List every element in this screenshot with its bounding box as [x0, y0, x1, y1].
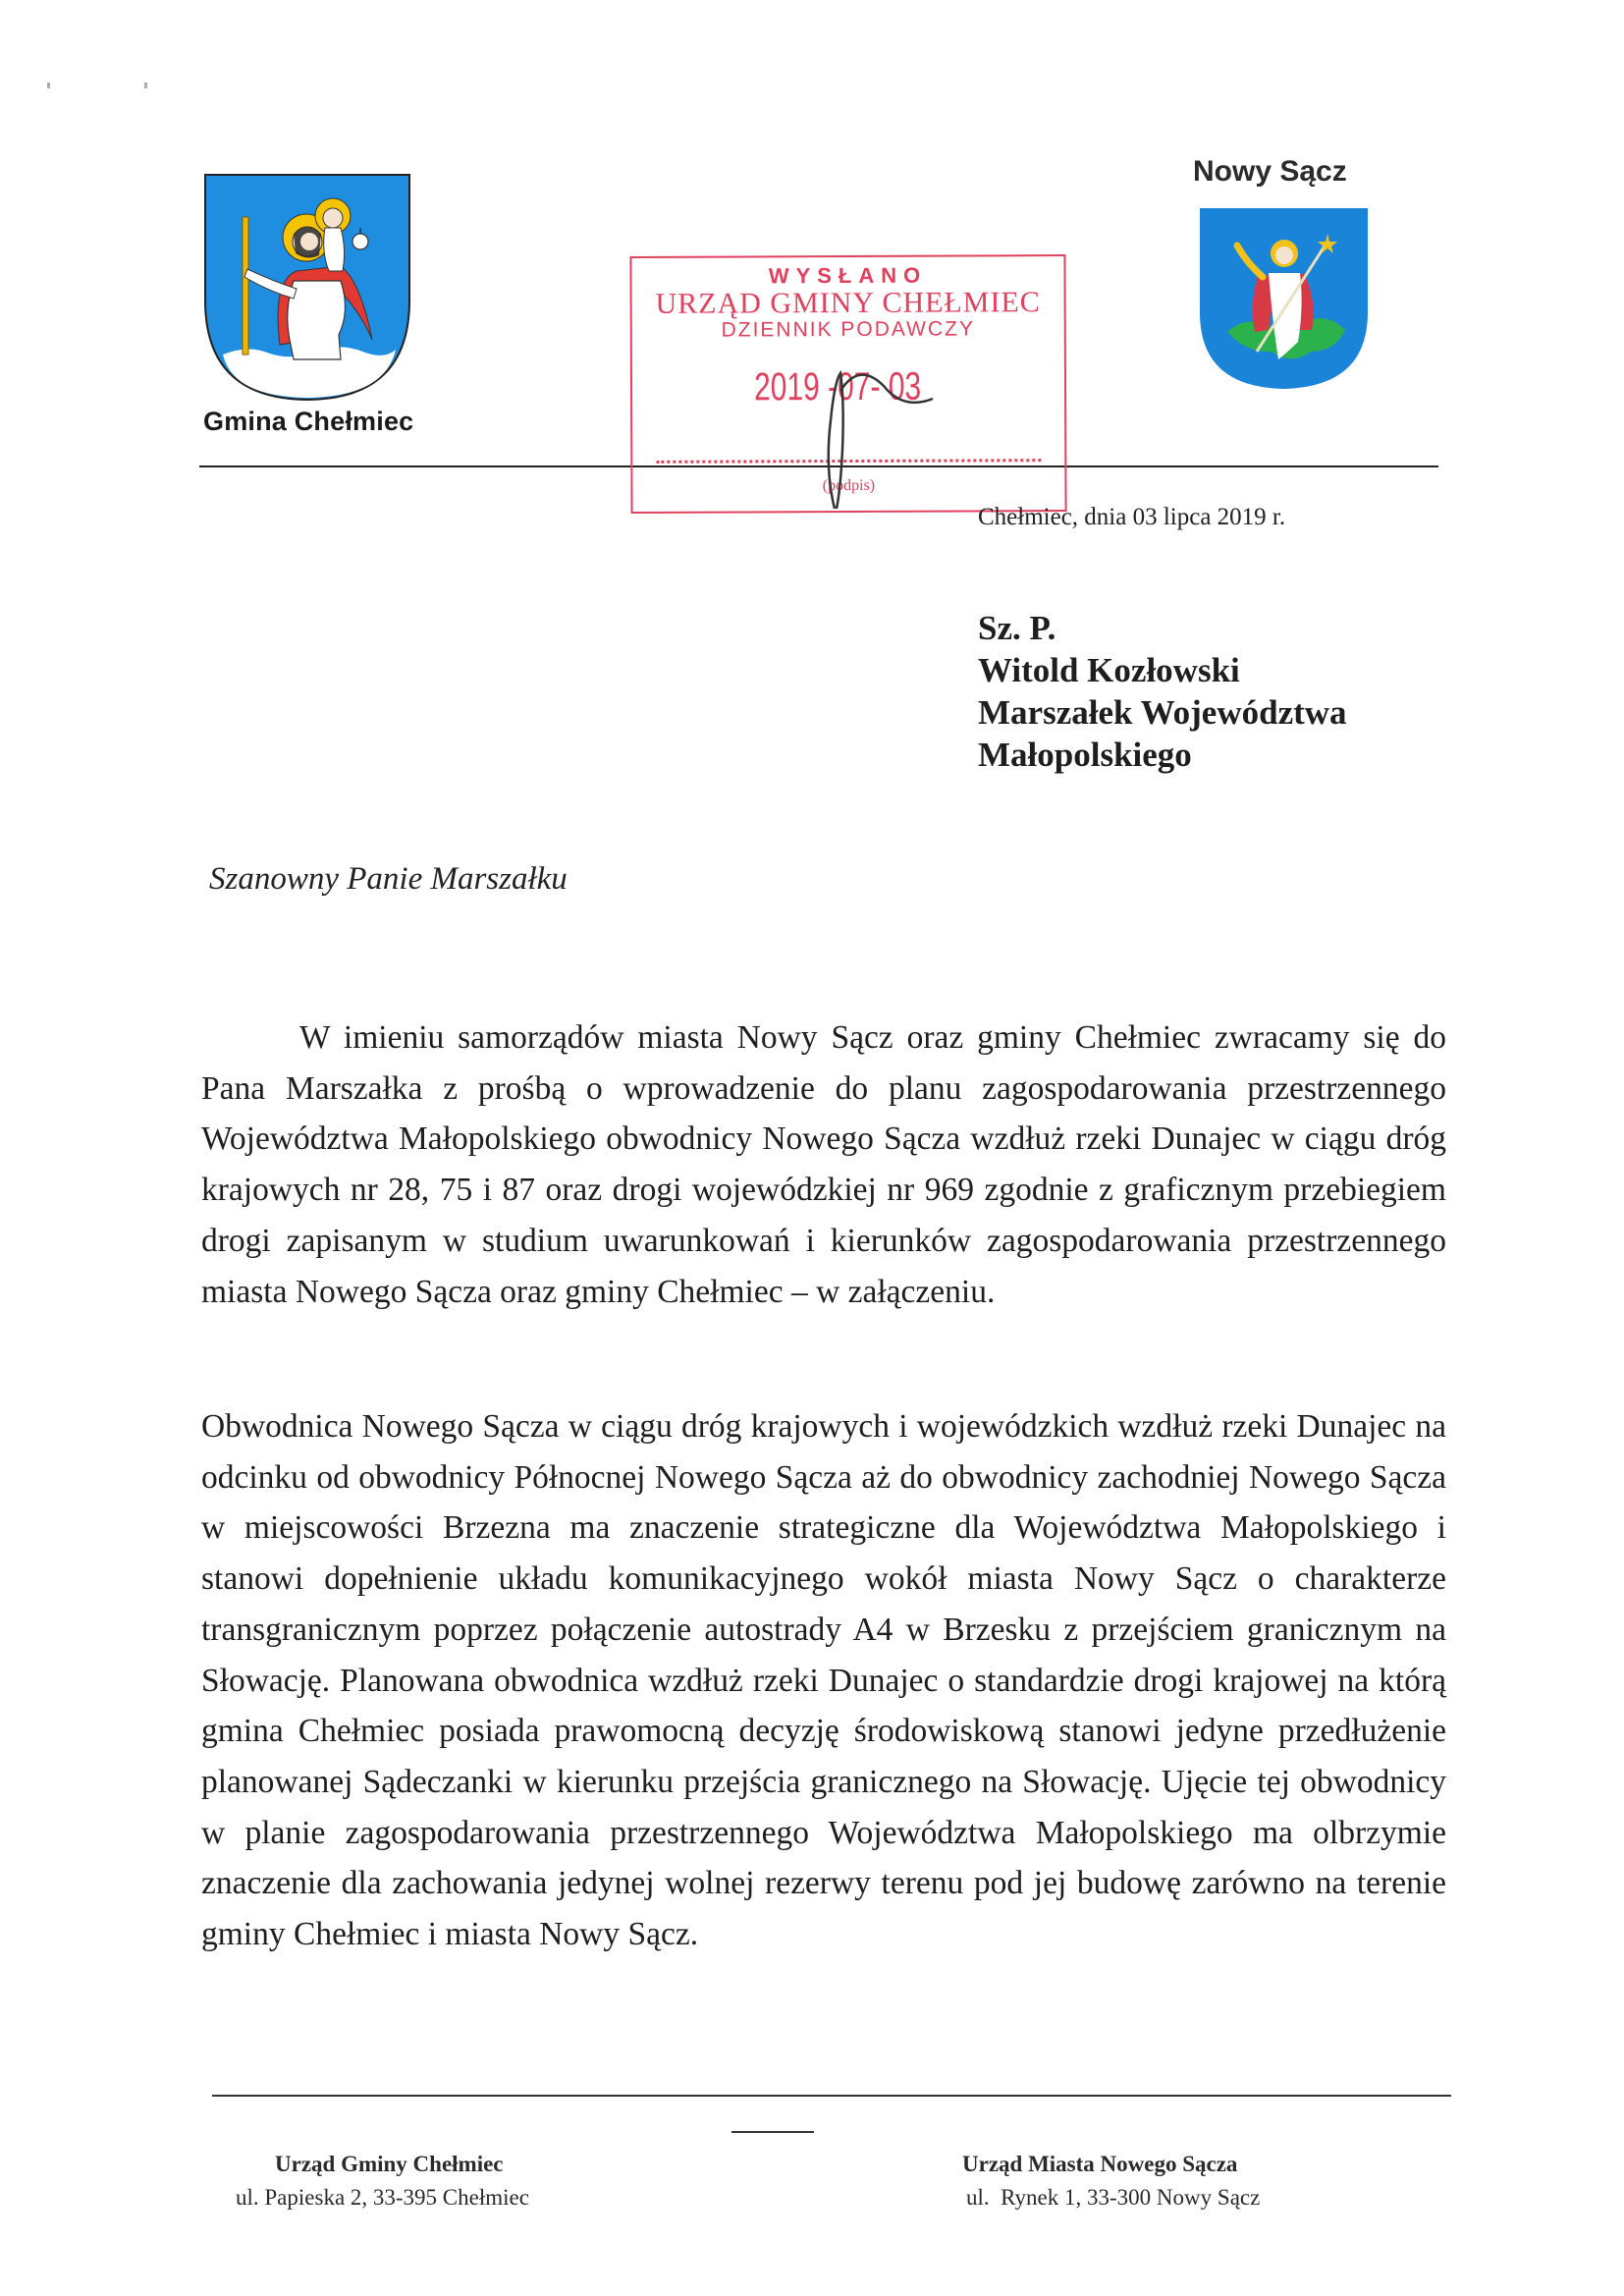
stamp-office: URZĄD GMINY CHEŁMIEC	[655, 286, 1041, 320]
footer-divider	[212, 2095, 1451, 2097]
scan-speck	[47, 82, 50, 88]
footer-office-address: ul. Rynek 1, 33-300 Nowy Sącz	[966, 2185, 1261, 2210]
nowy-sacz-label: Nowy Sącz	[1193, 155, 1347, 188]
coat-of-arms-st-margaret-dragon-icon	[1198, 204, 1370, 391]
footer-office-name: Urząd Gminy Chełmiec	[275, 2152, 504, 2176]
footer-nowy-sacz-office	[962, 2148, 1424, 2214]
body-paragraph-1	[201, 1012, 1446, 1317]
coat-of-arms-st-christopher-icon	[203, 173, 411, 402]
paragraph-text: W imieniu samorządów miasta Nowy Sącz oraz gminy Chełmiec zwracamy się do Pana Marszałka z prośbą o wprowadzenie do planu zagospodarowania przestrzennego Województwa Małopolskiego obwodnicy Nowego Sącza wzdłuż rzeki Dunajec w ciągu dróg krajowych nr 28, 75 i 87 oraz drogi wojewódzkiej nr 969 zgodnie z graficznym przebiegiem drogi zapisanym w studium uwarunkowań i kierunków zagospodarowania przestrzennego miasta Nowego Sącza oraz gminy Chełmiec – w załączeniu.	[201, 1019, 1446, 1310]
salutation: Szanowny Panie Marszałku	[209, 861, 568, 897]
stamp-signature-label: (podpis)	[822, 476, 876, 495]
recipient-title-cont: Małopolskiego	[978, 736, 1192, 774]
stamp-signature-line	[656, 459, 1041, 464]
nowy-sacz-coat-of-arms	[1198, 204, 1370, 391]
stamp-status: WYSŁANO	[768, 262, 928, 289]
recipient-block	[978, 607, 1347, 776]
scan-speck	[144, 82, 147, 88]
registry-stamp	[629, 254, 1066, 514]
recipient-honorific: Sz. P.	[978, 609, 1056, 647]
body-paragraph-2	[201, 1401, 1446, 1960]
gmina-chelmiec-label: Gmina Chełmiec	[203, 407, 414, 436]
recipient-title: Marszałek Województwa	[978, 693, 1347, 732]
stamp-date: 2019 -07- 03	[753, 364, 922, 410]
footer-office-address: ul. Papieska 2, 33-395 Chełmiec	[236, 2185, 529, 2210]
stamp-registry: DZIENNIK PODAWCZY	[721, 317, 976, 342]
recipient-name: Witold Kozłowski	[978, 651, 1240, 689]
footer-office-name: Urząd Miasta Nowego Sącza	[962, 2152, 1238, 2176]
footer-short-divider	[731, 2131, 814, 2133]
gmina-chelmiec-coat-of-arms	[203, 173, 411, 402]
place-and-date: Chełmiec, dnia 03 lipca 2019 r.	[978, 504, 1286, 530]
paragraph-text: Obwodnica Nowego Sącza w ciągu dróg krajowych i wojewódzkich wzdłuż rzeki Dunajec na odcinku od obwodnicy Północnej Nowego Sącza aż do obwodnicy zachodniej Nowego Sącza w miejscowości Brzezna ma znaczenie strategiczne dla Województwa Małopolskiego i stanowi dopełnienie układu komunikacyjnego wokół miasta Nowy Sącz o charakterze transgranicznym poprzez połączenie autostrady A4 w Brzesku z przejściem granicznym na Słowację. Planowana obwodnica wzdłuż rzeki Dunajec o standardzie drogi krajowej na którą gmina Chełmiec posiada prawomocną decyzję środowiskową stanowi jedyne przedłużenie planowanej Sądeczanki w kierunku przejścia granicznego na Słowację. Ujęcie tej obwodnicy w planie zagospodarowania przestrzennego Województwa Małopolskiego ma olbrzymie znaczenie dla zachowania jedynej wolnej rezerwy terenu pod jej budowę zarówno na terenie gminy Chełmiec i miasta Nowy Sącz.	[201, 1408, 1446, 1953]
footer-chelmiec-office	[236, 2148, 697, 2214]
